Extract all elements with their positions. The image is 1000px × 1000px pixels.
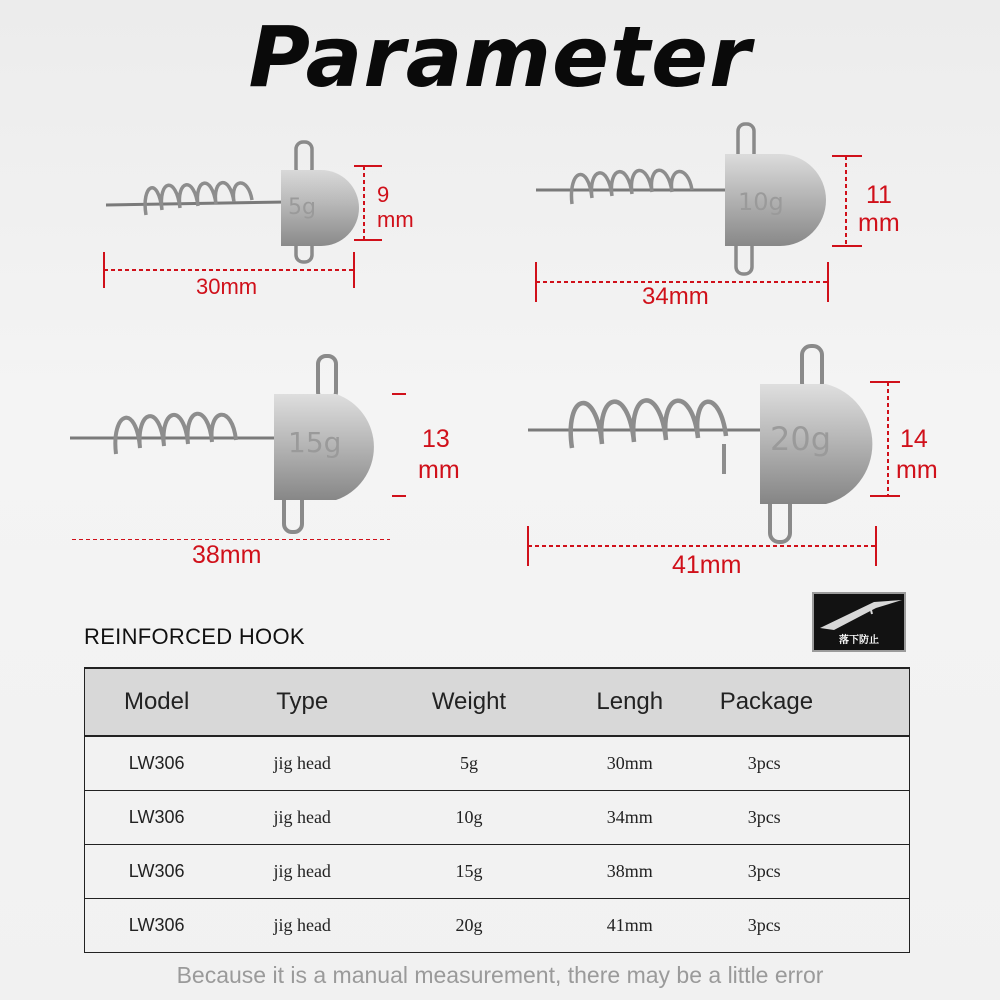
height-value-5g: 9 bbox=[377, 182, 390, 207]
header-length: Lengh bbox=[562, 668, 698, 736]
weight-stamp: 20g bbox=[770, 420, 832, 458]
badge-text: 落下防止 bbox=[839, 635, 879, 646]
header-type: Type bbox=[228, 668, 376, 736]
jig-head-15g-image bbox=[66, 350, 406, 540]
height-unit-5g: mm bbox=[377, 207, 414, 232]
cell-package: 3pcs bbox=[698, 898, 910, 952]
table-row bbox=[85, 844, 910, 898]
cell-package: 3pcs bbox=[698, 736, 910, 790]
cell-weight: 10g bbox=[376, 790, 562, 844]
cell-length: 41mm bbox=[562, 898, 698, 952]
anti-drop-badge bbox=[812, 592, 906, 652]
jig-head-20g-image bbox=[524, 344, 924, 576]
cell-model: LW306 bbox=[85, 898, 229, 952]
table-row bbox=[85, 898, 910, 952]
cell-model: LW306 bbox=[85, 736, 229, 790]
jig-head-10g-image bbox=[530, 118, 870, 308]
weight-stamp: 15g bbox=[288, 426, 342, 459]
weight-stamp: 5g bbox=[288, 195, 316, 220]
cell-model: LW306 bbox=[85, 844, 229, 898]
header-package: Package bbox=[698, 668, 910, 736]
length-label-34mm: 34mm bbox=[642, 283, 709, 310]
cell-model: LW306 bbox=[85, 790, 229, 844]
weight-stamp: 10g bbox=[738, 188, 784, 216]
height-unit-13mm: mm bbox=[418, 456, 460, 484]
badge-hook-icon bbox=[814, 594, 904, 634]
cell-type: jig head bbox=[228, 898, 376, 952]
footer-note: Because it is a manual measurement, there may be a little error bbox=[176, 962, 824, 988]
cell-length: 30mm bbox=[562, 736, 698, 790]
cell-type: jig head bbox=[228, 844, 376, 898]
cell-weight: 15g bbox=[376, 844, 562, 898]
page-title: Parameter bbox=[248, 8, 752, 106]
length-label-5g: 30mm bbox=[196, 274, 258, 299]
cell-weight: 5g bbox=[376, 736, 562, 790]
table-row bbox=[85, 736, 910, 790]
cell-package: 3pcs bbox=[698, 790, 910, 844]
height-value-11mm: 11 bbox=[866, 181, 892, 209]
section-label: REINFORCED HOOK bbox=[84, 624, 305, 649]
header-weight: Weight bbox=[376, 668, 562, 736]
height-unit-14mm: mm bbox=[896, 456, 938, 484]
cell-type: jig head bbox=[228, 790, 376, 844]
table-row bbox=[85, 790, 910, 844]
length-label-38mm: 38mm bbox=[192, 541, 262, 569]
length-label-41mm: 41mm bbox=[672, 551, 742, 579]
cell-package: 3pcs bbox=[698, 844, 910, 898]
height-value-13mm: 13 bbox=[422, 425, 450, 453]
spec-table bbox=[84, 667, 910, 953]
height-unit-11mm: mm bbox=[858, 209, 900, 237]
cell-type: jig head bbox=[228, 736, 376, 790]
height-value-14mm: 14 bbox=[900, 425, 928, 453]
cell-length: 34mm bbox=[562, 790, 698, 844]
cell-weight: 20g bbox=[376, 898, 562, 952]
cell-length: 38mm bbox=[562, 844, 698, 898]
header-model: Model bbox=[85, 668, 229, 736]
table-header-row bbox=[85, 668, 910, 736]
